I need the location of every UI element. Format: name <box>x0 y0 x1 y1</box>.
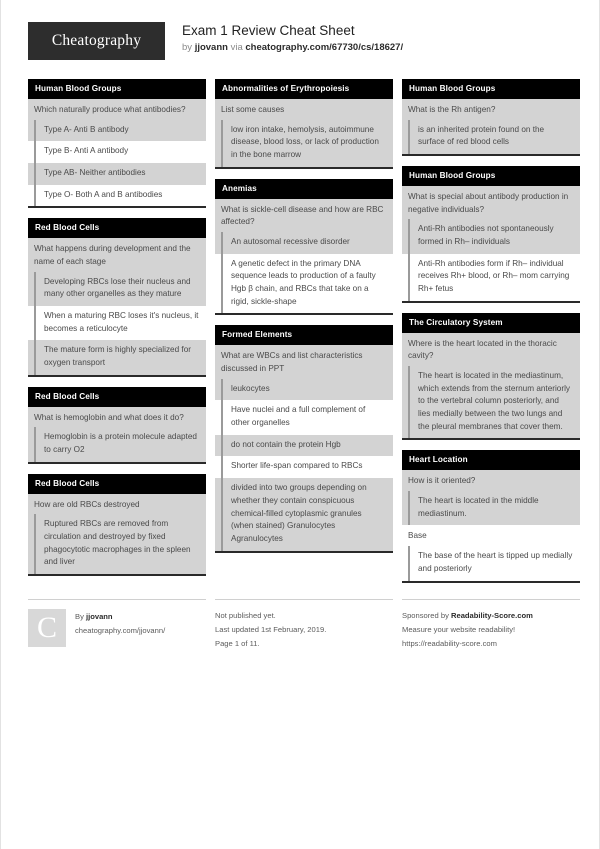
card-answer: is an inherited protein found on the surface of red blood cells <box>408 120 580 154</box>
card-question: How is it oriented? <box>408 476 476 486</box>
card-answer: divided into two groups depending on whether they contain conspicuous chemical-filled cytoplasmic granules (when stained) Granulocytes Agranulocytes <box>221 478 393 551</box>
card-answer: leukocytes <box>221 379 393 401</box>
card-header: Heart Location <box>402 450 580 470</box>
card-question: Base <box>408 531 427 541</box>
title-group <box>182 22 403 54</box>
publish-status: Not published yet. <box>215 610 276 620</box>
cheatography-logo[interactable] <box>28 22 165 60</box>
footer-author-text <box>75 609 165 651</box>
qa-row <box>215 345 393 400</box>
card-header: Red Blood Cells <box>28 474 206 494</box>
qa-row <box>28 407 206 462</box>
card-answer: A genetic defect in the primary DNA sequence leads to production of a faulty Hgb β chain, and RBCs that take on a rigid, sickle-shape <box>221 254 393 314</box>
card-header: Red Blood Cells <box>28 387 206 407</box>
qa-row <box>402 99 580 154</box>
card-answer: Shorter life-span compared to RBCs <box>221 456 393 478</box>
qa-row <box>28 185 206 207</box>
card-answer: Hemoglobin is a protein molecule adapted to carry O2 <box>34 427 206 461</box>
footer-sponsor-col <box>402 599 580 651</box>
qa-row <box>28 340 206 374</box>
qa-row <box>215 199 393 254</box>
qa-row <box>215 478 393 551</box>
footer-publish-col <box>215 599 393 651</box>
qa-row <box>402 525 580 580</box>
card-question: List some causes <box>221 104 285 114</box>
sponsor-line <box>402 609 533 623</box>
card-answer: Type A- Anti B antibody <box>34 120 206 142</box>
qa-row <box>215 435 393 457</box>
card-answer: Type B- Anti A antibody <box>34 141 206 163</box>
card-question: What is sickle-cell disease and how are RBC affected? <box>221 204 384 227</box>
column-3 <box>402 79 580 593</box>
qa-row <box>402 186 580 254</box>
qa-row <box>28 306 206 340</box>
masthead <box>28 22 573 68</box>
qa-row <box>215 456 393 478</box>
card-answer: An autosomal recessive disorder <box>221 232 393 254</box>
avatar: C <box>28 609 66 647</box>
qa-row <box>28 141 206 163</box>
card-header: Human Blood Groups <box>402 166 580 186</box>
columns-container <box>28 79 573 593</box>
footer-publish-text <box>215 609 326 651</box>
column-2 <box>215 79 393 563</box>
card-question: What happens during development and the name of each stage <box>34 244 191 266</box>
page-title: Exam 1 Review Cheat Sheet <box>182 23 355 38</box>
last-updated: Last updated 1st February, 2019. <box>215 624 327 634</box>
footer-author-name[interactable]: jjovann <box>85 611 113 621</box>
card-question: What is special about antibody production in negative individuals? <box>408 191 569 214</box>
sponsor-prefix: Sponsored by <box>402 610 451 620</box>
card-answer: do not contain the protein Hgb <box>221 435 393 457</box>
qa-row <box>402 254 580 301</box>
card-answer: The base of the heart is tipped up medially and posteriorly <box>408 546 580 580</box>
card-question: Which naturally produce what antibodies? <box>34 104 186 114</box>
cheat-card <box>215 325 393 552</box>
card-answer: low iron intake, hemolysis, autoimmune disease, blood loss, or lack of production in the bone marrow <box>221 120 393 167</box>
card-question: What is hemoglobin and what does it do? <box>34 412 184 422</box>
card-answer: Have nuclei and a full complement of other organelles <box>221 400 393 434</box>
cheatography-logo-text: Cheatography <box>51 32 142 49</box>
byline-prefix: by <box>182 41 195 53</box>
card-header: Human Blood Groups <box>28 79 206 99</box>
column-1 <box>28 79 206 586</box>
byline-url[interactable]: cheatography.com/67730/cs/18627/ <box>245 41 404 53</box>
sponsor-name[interactable]: Readability-Score.com <box>450 610 533 620</box>
cheat-card <box>402 313 580 441</box>
qa-row <box>28 99 206 141</box>
card-question: Where is the heart located in the thoracic cavity? <box>408 338 557 361</box>
cheat-card <box>28 218 206 376</box>
card-header: Red Blood Cells <box>28 218 206 238</box>
sponsor-tagline: Measure your website readability! <box>402 624 516 634</box>
page-number: Page 1 of 11. <box>215 638 260 648</box>
card-answer: Type O- Both A and B antibodies <box>34 185 206 207</box>
card-answer: Ruptured RBCs are removed from circulation and destroyed by fixed phagocytotic macrophages in the spleen and liver <box>34 514 206 574</box>
card-header: The Circulatory System <box>402 313 580 333</box>
card-question: How are old RBCs destroyed <box>34 499 140 509</box>
card-answer: Developing RBCs lose their nucleus and many other organelles as they mature <box>34 272 206 306</box>
sponsor-url[interactable]: https://readability-score.com <box>402 638 497 648</box>
footer-author-prefix: By <box>75 611 86 621</box>
qa-row <box>28 238 206 306</box>
card-question: What is the Rh antigen? <box>408 104 496 114</box>
cheat-card <box>402 450 580 582</box>
card-answer: The mature form is highly specialized for oxygen transport <box>34 340 206 374</box>
footer-author-line <box>75 610 165 624</box>
qa-row <box>215 99 393 167</box>
cheat-card <box>28 387 206 464</box>
cheat-card <box>215 179 393 316</box>
cheat-card <box>402 79 580 156</box>
card-header: Anemias <box>215 179 393 199</box>
card-header: Human Blood Groups <box>402 79 580 99</box>
card-answer: Anti-Rh antibodies not spontaneously formed in Rh– individuals <box>408 219 580 253</box>
card-answer: Type AB- Neither antibodies <box>34 163 206 185</box>
cheat-card <box>28 474 206 576</box>
cheat-card <box>402 166 580 303</box>
qa-row <box>28 163 206 185</box>
card-header: Abnormalities of Erythropoiesis <box>215 79 393 99</box>
qa-row <box>215 254 393 314</box>
cheat-card <box>28 79 206 208</box>
card-header: Formed Elements <box>215 325 393 345</box>
byline-author[interactable]: jjovann <box>194 41 228 53</box>
qa-row <box>215 400 393 434</box>
card-answer: The heart is located in the middle mediastinum. <box>408 491 580 525</box>
card-question: What are WBCs and list characteristics discussed in PPT <box>221 351 363 373</box>
qa-row <box>28 494 206 575</box>
byline-via: via <box>227 41 246 53</box>
card-answer: The heart is located in the mediastinum, which extends from the sternum anteriorly to the vertebral column posteriorly, and lies medially between the two lungs and the pleural membranes that cover them. <box>408 366 580 439</box>
footer-sponsor-text <box>402 609 533 651</box>
card-answer: Anti-Rh antibodies form if Rh– individual receives Rh+ blood, or Rh– mom carrying Rh+ fetus <box>408 254 580 301</box>
footer-author-url[interactable]: cheatography.com/jjovann/ <box>75 625 166 635</box>
qa-row <box>402 470 580 525</box>
footer <box>28 599 573 651</box>
cheat-card <box>215 79 393 169</box>
qa-row <box>402 333 580 439</box>
byline <box>182 42 403 54</box>
footer-author-col <box>28 599 206 651</box>
card-answer: When a maturing RBC loses it's nucleus, it becomes a reticulocyte <box>34 306 206 340</box>
